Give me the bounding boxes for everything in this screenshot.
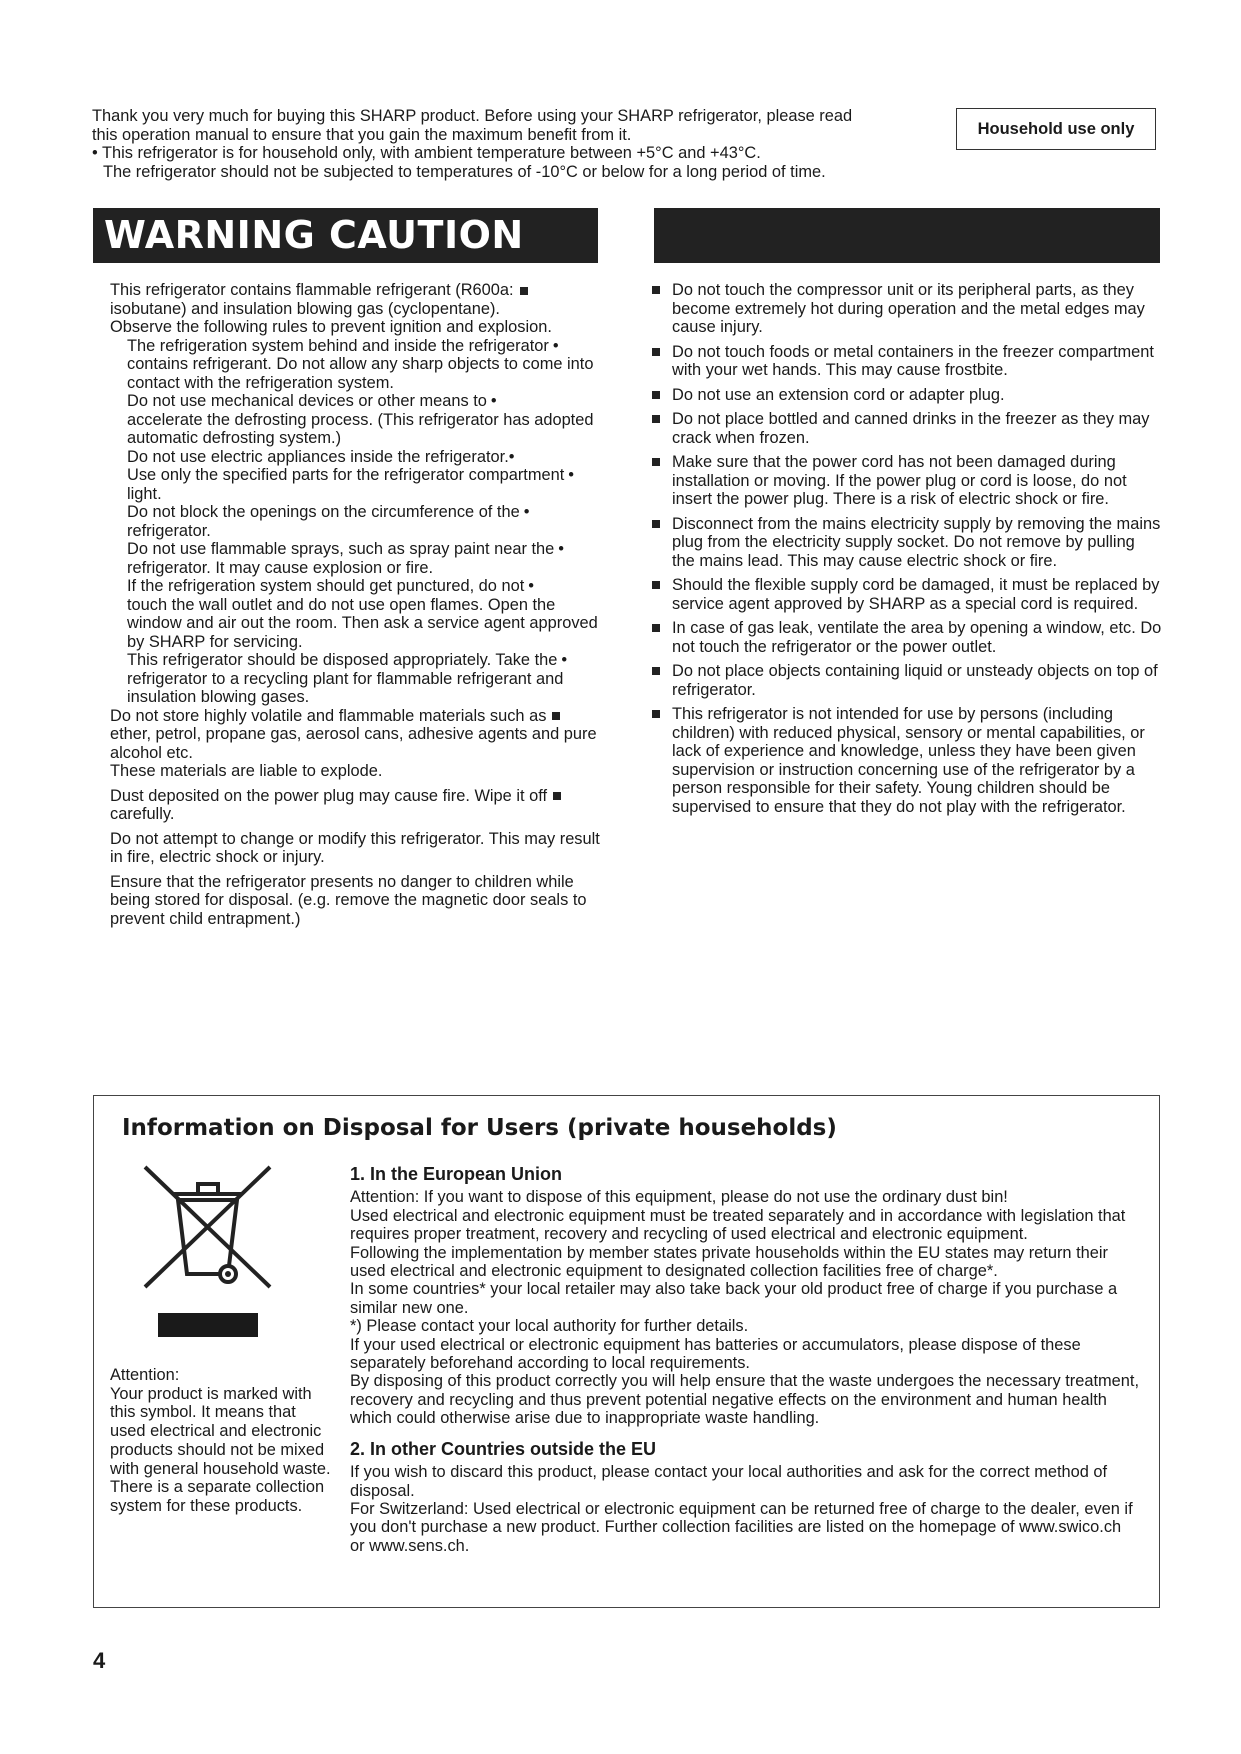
list-item: Dust deposited on the power plug may cause fire. Wipe it off: [110, 787, 610, 806]
paragraph: If you wish to discard this product, please contact your local authorities and ask for the correct method of disposal.: [350, 1463, 1108, 1500]
list-item: This refrigerator contains flammable refrigerant (R600a:: [110, 281, 610, 300]
paragraph: If your used electrical or electronic equipment has batteries or accumulators, please dispose of these separately beforehand according to local requirements.: [350, 1335, 1081, 1373]
list-item: In case of gas leak, ventilate the area by opening a window, etc. Do not touch the refrigerator or the power outlet.: [652, 619, 1162, 656]
bullet-square-icon: [652, 286, 660, 294]
disposal-text: [350, 1165, 1140, 1555]
other-countries-heading: 2. In other Countries outside the EU: [350, 1438, 657, 1459]
paragraph: Attention: If you want to dispose of this equipment, please do not use the ordinary dust bin!: [350, 1188, 1008, 1207]
household-use-badge: Household use only: [956, 108, 1156, 150]
list-item: ether, petrol, propane gas, aerosol cans, adhesive agents and pure alcohol etc.: [110, 725, 597, 762]
page-number: 4: [93, 1648, 106, 1673]
bullet-dot-icon: •: [568, 466, 575, 484]
bullet-square-icon: [652, 458, 660, 466]
bullet-square-icon: [652, 581, 660, 589]
list-item: These materials are liable to explode.: [110, 762, 383, 780]
list-item: This refrigerator is not intended for use by persons (including children) with reduced physical, sensory or mental capabilities, or lack of experience and knowledge, unless they have been given supervision or instruction concerning use of the refrigerator by a person responsible for their safety. Young children should be supervised to ensure that they do not play with the refrigerator.: [652, 705, 1162, 816]
list-item: Do not touch foods or metal containers in the freezer compartment with your wet hands. This may cause frostbite.: [652, 343, 1162, 380]
sub-item: accelerate the defrosting process. (This refrigerator has adopted automatic defrosting system.): [127, 410, 594, 447]
bullet-dot-icon: •: [558, 540, 565, 558]
list-item: Ensure that the refrigerator presents no danger to children while being stored for disposal. (e.g. remove the magnetic door seals to prevent child entrapment.): [110, 872, 587, 928]
sub-item: Do not use flammable sprays, such as spray paint near the •: [127, 540, 565, 558]
warning-header-bar: [93, 208, 598, 263]
intro-line: • This refrigerator is for household only, with ambient temperature between +5°C and +43°C.: [92, 144, 761, 162]
paragraph: For Switzerland: Used electrical or electronic equipment can be returned free of charge to the dealer, even if you don't purchase a new product. Further collection facilities are listed on the homepage of www.swico.ch or www.sens.ch.: [350, 1499, 1133, 1555]
sub-item: Use only the specified parts for the refrigerator compartment •: [127, 466, 575, 484]
bullet-square-icon: [652, 348, 660, 356]
list-item: Do not store highly volatile and flammable materials such as: [110, 707, 610, 726]
caution-header-bar: [654, 208, 1160, 263]
list-item: Make sure that the power cord has not been damaged during installation or moving. If the power plug or cord is loose, do not insert the power plug. There is a risk of electric shock or fire.: [652, 453, 1162, 509]
bullet-square-icon: [652, 391, 660, 399]
sub-item: contains refrigerant. Do not allow any sharp objects to come into contact with the refrigeration system.: [127, 355, 594, 392]
sub-item: refrigerator to a recycling plant for flammable refrigerant and insulation blowing gases.: [127, 669, 564, 706]
sub-item: refrigerator.: [127, 521, 211, 540]
sub-item: light.: [127, 484, 162, 503]
bullet-dot-icon: •: [528, 577, 534, 595]
bullet-square-icon: [652, 520, 660, 528]
disposal-title: Information on Disposal for Users (private households): [122, 1115, 837, 1141]
intro-text: [92, 107, 932, 181]
bullet-square-icon: [652, 624, 660, 632]
intro-line: Thank you very much for buying this SHARP product. Before using your SHARP refrigerator, please read: [92, 107, 853, 125]
list-item: Do not place bottled and canned drinks in the freezer as they may crack when frozen.: [652, 410, 1162, 447]
sub-item: The refrigeration system behind and inside the refrigerator •: [127, 336, 559, 355]
paragraph: In some countries* your local retailer may also take back your old product free of charge if you purchase a similar new one.: [350, 1280, 1118, 1317]
list-item: Do not place objects containing liquid or unsteady objects on top of refrigerator.: [652, 662, 1162, 699]
paragraph: Used electrical and electronic equipment must be treated separately and in accordance with legislation that requires proper treatment, recovery and recycling of used electrical and electronic equipment.: [350, 1206, 1126, 1244]
solid-bar-marker: [158, 1313, 258, 1337]
bullet-dot-icon: •: [523, 503, 530, 521]
intro-line: this operation manual to ensure that you gain the maximum benefit from it.: [92, 125, 632, 144]
list-item: isobutane) and insulation blowing gas (cyclopentane).: [110, 299, 500, 318]
list-item: Do not touch the compressor unit or its peripheral parts, as they become extremely hot during operation and the metal edges may cause injury.: [652, 281, 1162, 337]
bullet-dot-icon: •: [552, 336, 559, 355]
attention-sidebar: [110, 1366, 335, 1516]
attention-label: Attention:: [110, 1366, 180, 1384]
list-item: Do not attempt to change or modify this refrigerator. This may result in fire, electric shock or injury.: [110, 829, 600, 866]
bullet-dot-icon: •: [561, 651, 568, 669]
warning-title: WARNING CAUTION: [104, 213, 524, 257]
bullet-square-icon: [652, 667, 660, 675]
sub-item: touch the wall outlet and do not use open flames. Open the window and air out the room. Then ask a service agent approved by SHARP for servicing.: [127, 595, 598, 651]
caution-column: [652, 281, 1162, 822]
bullet-dot-icon: •: [508, 447, 515, 466]
bullet-square-icon: [652, 415, 660, 423]
sub-item: This refrigerator should be disposed appropriately. Take the •: [127, 651, 568, 669]
crossed-out-bin-icon: [140, 1162, 275, 1292]
list-item: Observe the following rules to prevent ignition and explosion.: [110, 318, 552, 336]
list-item: carefully.: [110, 805, 175, 823]
bullet-square-icon: [520, 287, 528, 295]
eu-heading: 1. In the European Union: [350, 1164, 563, 1184]
warning-column: [110, 281, 610, 928]
paragraph: By disposing of this product correctly you will help ensure that the waste undergoes the necessary treatment, recovery and recycling and thus prevent potential negative effects on the environment and human health which could otherwise arise due to inappropriate waste handling.: [350, 1372, 1139, 1428]
bullet-square-icon: [553, 792, 561, 800]
sub-item: Do not block the openings on the circumference of the •: [127, 503, 530, 521]
sub-item: refrigerator. It may cause explosion or fire.: [127, 558, 434, 577]
sub-item: Do not use electric appliances inside the refrigerator.•: [127, 447, 515, 466]
intro-line: The refrigerator should not be subjected to temperatures of -10°C or below for a long period of time.: [103, 162, 826, 181]
bullet-square-icon: [552, 712, 560, 720]
attention-text: Your product is marked with this symbol. It means that used electrical and electronic products should not be mixed with general household waste. There is a separate collection system for these products.: [110, 1384, 331, 1515]
list-item: Should the flexible supply cord be damaged, it must be replaced by service agent approved by SHARP as a special cord is required.: [652, 576, 1162, 613]
bullet-dot-icon: •: [490, 392, 497, 410]
bullet-square-icon: [652, 710, 660, 718]
sub-item: Do not use mechanical devices or other means to •: [127, 392, 497, 410]
paragraph: *) Please contact your local authority for further details.: [350, 1317, 749, 1336]
list-item: Disconnect from the mains electricity supply by removing the mains plug from the electricity supply socket. Do not remove by pulling the mains lead. This may cause electric shock or fire.: [652, 515, 1162, 571]
paragraph: Following the implementation by member states private households within the EU states may return their used electrical and electronic equipment to designated collection facilities free of charge*.: [350, 1243, 1108, 1281]
list-item: Do not use an extension cord or adapter plug.: [652, 386, 1162, 405]
sub-item: If the refrigeration system should get punctured, do not •: [127, 577, 534, 595]
